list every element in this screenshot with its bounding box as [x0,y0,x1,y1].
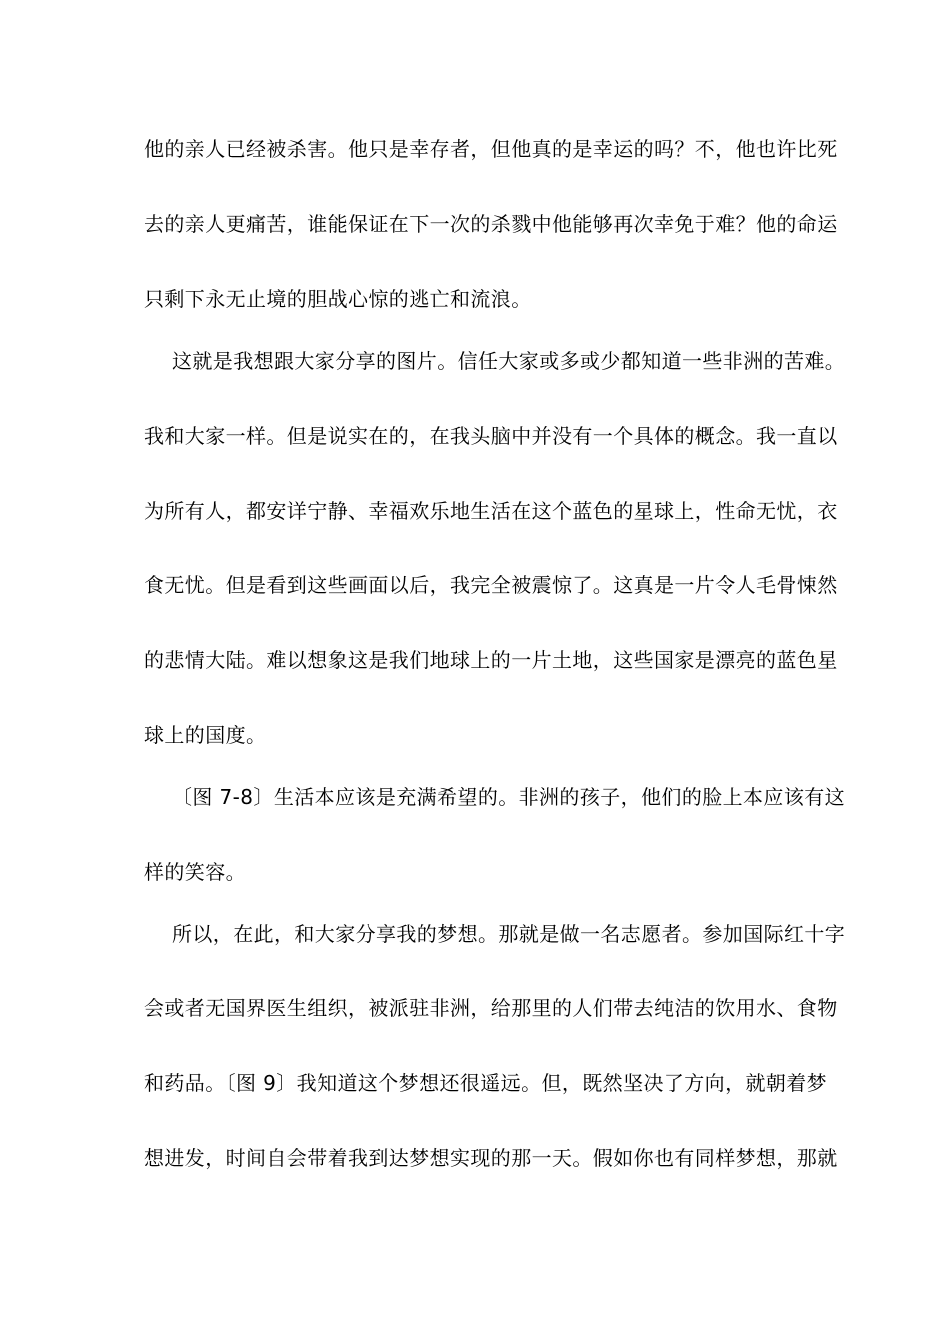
text-line: 球上的国度。 [144,723,267,747]
text-line: 他的亲人已经被杀害。他只是幸存者，但他真的是幸运的吗？不，他也许比死 [144,137,838,161]
text-line: 去的亲人更痛苦，谁能保证在下一次的杀戮中他能够再次幸免于难？他的命运 [144,212,838,236]
text-line: 只剩下永无止境的胆战心惊的逃亡和流浪。 [144,287,532,311]
paragraph-first-line: 这就是我想跟大家分享的图片。信任大家或多或少都知道一些非洲的苦难。 [172,349,846,373]
text-line: 样的笑容。 [144,860,246,884]
paragraph-first-line: 〔图 7-8〕生活本应该是充满希望的。非洲的孩子，他们的脸上本应该有这 [172,785,846,809]
text-line: 为所有人，都安详宁静、幸福欢乐地生活在这个蓝色的星球上，性命无忧，衣 [144,499,838,523]
text-line: 食无忧。但是看到这些画面以后，我完全被震惊了。这真是一片令人毛骨悚然 [144,573,838,597]
text-line: 的悲情大陆。难以想象这是我们地球上的一片土地，这些国家是漂亮的蓝色星 [144,648,838,672]
text-line: 会或者无国界医生组织，被派驻非洲，给那里的人们带去纯洁的饮用水、食物 [144,996,838,1020]
text-line: 想进发，时间自会带着我到达梦想实现的那一天。假如你也有同样梦想，那就 [144,1146,838,1170]
text-line: 我和大家一样。但是说实在的，在我头脑中并没有一个具体的概念。我一直以 [144,424,838,448]
text-line: 和药品。〔图 9〕我知道这个梦想还很遥远。但，既然坚决了方向，就朝着梦 [144,1071,828,1095]
paragraph-first-line: 所以，在此，和大家分享我的梦想。那就是做一名志愿者。参加国际红十字 [172,922,846,946]
